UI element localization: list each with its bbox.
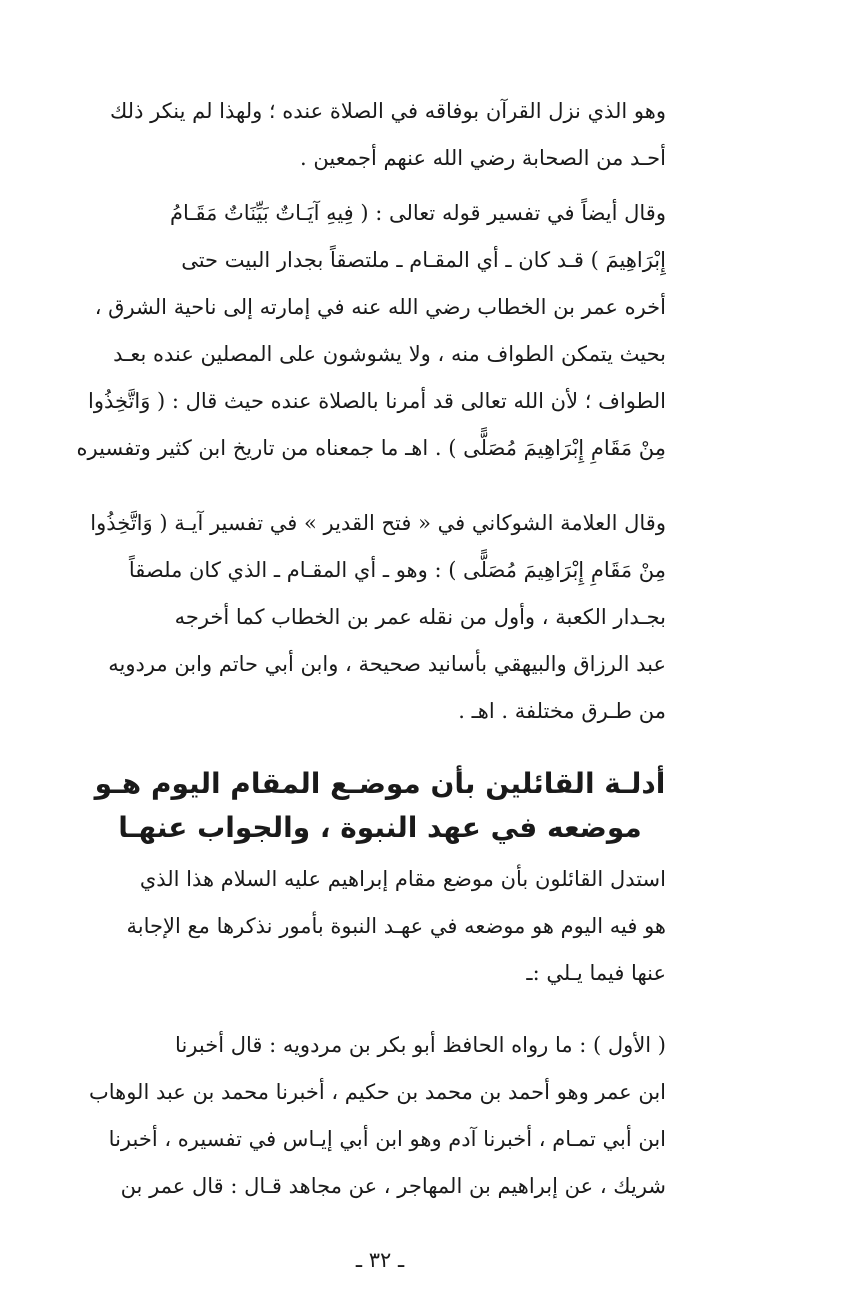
text-line: هو فيه اليوم هو موضعه في عهـد النبوة بأمور نذكرها مع الإجابة [126,914,666,938]
heading-line: أدلـة القائلين بأن موضـع المقام اليوم هـو [94,767,666,800]
paragraph-2 [46,190,666,472]
text-line: عنها فيما يـلي :ـ [526,961,666,985]
text-line: ابن أبي تمـام ، أخبرنا آدم وهو ابن أبي إيـاس في تفسيره ، أخبرنا [108,1127,666,1151]
text-line: وقال العلامة الشوكاني في « فتح القدير » في تفسير آيـة ( وَاتَّخِذُوا [90,511,666,535]
text-line: استدل القائلون بأن موضع مقام إبراهيم عليه السلام هذا الذي [139,867,666,891]
text-line: إِبْرَاهِيمَ ) قـد كان ـ أي المقـام ـ ملتصقاً بجدار البيت حتى [181,248,666,272]
paragraph-4 [46,856,666,997]
text-line: بحيث يتمكن الطواف منه ، ولا يشوشون على المصلين عنده بعـد [113,342,666,366]
text-line: بجـدار الكعبة ، وأول من نقله عمر بن الخطاب كما أخرجه [174,605,666,629]
text-line: شريك ، عن إبراهيم بن المهاجر ، عن مجاهد قـال : قال عمر بن [120,1174,666,1198]
paragraph-3 [46,500,666,735]
paragraph-1 [46,88,666,182]
paragraph-5 [46,1022,666,1210]
text-line: وقال أيضاً في تفسير قوله تعالى : ( فِيهِ آيَـاتٌ بَيِّنَاتٌ مَقَـامُ [169,201,666,225]
text-line: عبد الرزاق والبيهقي بأسانيد صحيحة ، وابن أبي حاتم وابن مردويه [108,652,666,676]
section-heading [60,762,700,850]
text-line: وهو الذي نزل القرآن بوفاقه في الصلاة عنده ؛ ولهذا لم ينكر ذلك [109,99,666,123]
text-line: مِنْ مَقَامِ إِبْرَاهِيمَ مُصَلًّى ) . اهـ ما جمعناه من تاريخ ابن كثير وتفسيره [76,436,666,460]
text-line: ( الأول ) : ما رواه الحافظ أبو بكر بن مردويه : قال أخبرنا [175,1033,666,1057]
text-line: مِنْ مَقَامِ إِبْرَاهِيمَ مُصَلًّى ) : وهو ـ أي المقـام ـ الذي كان ملصقاً [128,558,666,582]
text-line: من طـرق مختلفة . اهـ . [458,699,666,723]
text-line: ابن عمر وهو أحمد بن محمد بن حكيم ، أخبرنا محمد بن عبد الوهاب [88,1080,666,1104]
text-line: أخره عمر بن الخطاب رضي الله عنه في إمارته إلى ناحية الشرق ، [94,295,666,319]
text-line: الطواف ؛ لأن الله تعالى قد أمرنا بالصلاة عنده حيث قال : ( وَاتَّخِذُوا [87,389,666,413]
text-line: أحـد من الصحابة رضي الله عنهم أجمعين . [300,146,666,170]
page-number: ـ ٣٢ ـ [355,1248,405,1272]
heading-line: موضعه في عهد النبوة ، والجواب عنهـا [118,811,642,844]
